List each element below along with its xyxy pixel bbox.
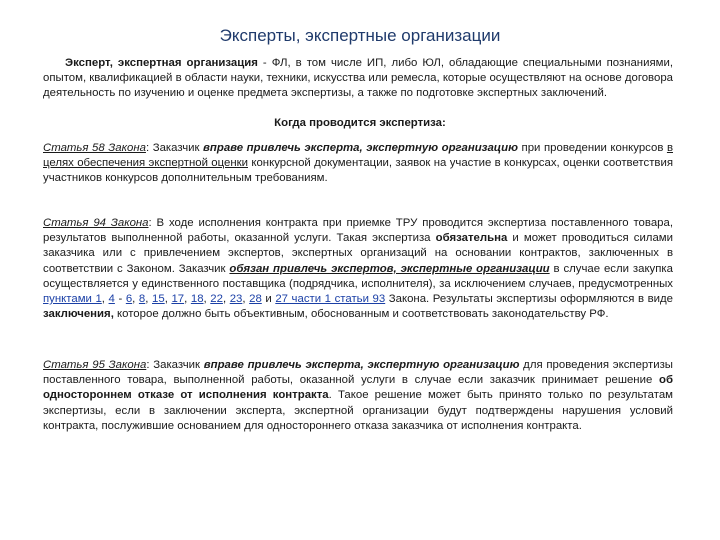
law-link[interactable]: 27 части 1 статьи 93 — [275, 293, 386, 306]
page-title: Эксперты, экспертные организации — [219, 26, 501, 45]
law-link[interactable]: 4 — [108, 293, 115, 306]
article-94-ref: Статья 94 Закона — [43, 217, 149, 229]
text-run: , — [145, 293, 153, 306]
law-link[interactable]: 8 — [138, 293, 146, 306]
article-58-ref: Статья 58 Закона — [43, 142, 146, 154]
law-link[interactable]: 15 — [152, 293, 165, 306]
text-run: при проведении конкурсов — [517, 142, 667, 154]
law-link[interactable]: 28 — [249, 293, 262, 306]
text-run: : Заказчик — [145, 142, 204, 154]
text-run: , — [101, 293, 109, 306]
article-58-paragraph — [43, 141, 673, 187]
definition-term: Эксперт, экспертная организация — [65, 57, 258, 69]
emphasis-text: вправе привлечь эксперта, экспертную организацию — [203, 142, 518, 154]
text-run: которое должно быть объективным, обоснованным и соответствовать законодательству РФ. — [113, 308, 609, 321]
text-run: и может проводиться силами заказчика или с привлечением экспертов, экспертных организаций на основании контрактов, заключенных в соответствии с Законом. Заказчик — [43, 232, 673, 275]
law-link[interactable]: пунктами 1 — [43, 293, 102, 306]
text-run: и — [261, 293, 276, 306]
text-run: Закона. Результаты экспертизы оформляются в виде — [385, 293, 673, 306]
text-run: для проведения экспертизы поставленного товара, выполненной работы, оказанной услуги в случае если заказчик принимает решение — [43, 359, 673, 387]
text-run: , — [132, 293, 139, 306]
law-link[interactable]: 6 — [125, 293, 133, 306]
text-run: : Заказчик — [146, 359, 204, 371]
law-link[interactable]: 18 — [190, 293, 204, 306]
article-95-ref: Статья 95 Закона — [43, 359, 147, 371]
bold-text: об одностороннем отказе от исполнения контракта — [43, 374, 673, 402]
emphasis-text: вправе привлечь эксперта, экспертную организацию — [203, 359, 520, 371]
text-run: , — [242, 293, 250, 306]
definition-paragraph — [43, 56, 673, 102]
text-run: , — [203, 293, 211, 306]
text-run: в случае если закупка осуществляется у единственного поставщика (подрядчика, исполнителя), за исключением случаев, предусмотренных — [43, 262, 673, 290]
text-run: . Такое решение может быть принято только по результатам экспертизы, если в заключении эксперта, экспертной организации будут подтверждены нарушения условий контракта, послужившие основанием для одностороннего отказа заказчика от исполнения контракта. — [43, 389, 673, 432]
section-heading: Когда проводится экспертиза: — [274, 117, 446, 129]
text-run: , — [222, 293, 230, 306]
bold-text: обязательна — [435, 232, 508, 245]
article-94-paragraph — [43, 216, 673, 322]
underlined-text: в целях обеспечения экспертной оценки — [43, 142, 673, 170]
law-link[interactable]: 23 — [229, 293, 243, 306]
text-run: конкурсной документации, заявок на участие в конкурсах, оценки соответствия участников конкурсов дополнительным требованиям. — [43, 157, 673, 185]
bold-text: заключения, — [43, 308, 114, 321]
law-link[interactable]: 22 — [210, 293, 223, 306]
article-95-paragraph — [43, 358, 673, 434]
emphasis-text: обязан привлечь экспертов, экспертные организации — [229, 262, 550, 275]
law-link[interactable]: 17 — [171, 293, 185, 306]
text-run: : В ходе исполнения контракта при приемке ТРУ проводится экспертиза поставленного товара, результатов выполненной работы, оказанной услуги. Такая экспертиза — [43, 217, 673, 245]
text-run: - — [114, 293, 126, 306]
text-run: , — [184, 293, 191, 306]
text-run: , — [164, 293, 172, 306]
definition-text: - ФЛ, в том числе ИП, либо ЮЛ, обладающие специальными познаниями, опытом, квалификацией в области науки, техники, искусства или ремесла, которые осуществляют на основе договора деятельность по изучению и оценке предмета экспертизы, а также по подготовке экспертных заключений. — [43, 57, 673, 100]
